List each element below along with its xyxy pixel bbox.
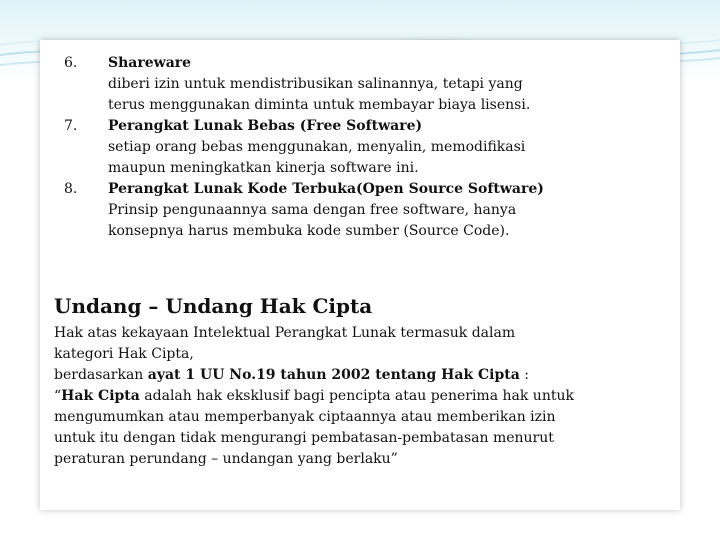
item-title: Perangkat Lunak Bebas (Free Software) <box>108 118 423 134</box>
section-paragraph <box>54 323 654 470</box>
section-heading: Undang – Undang Hak Cipta <box>54 294 373 318</box>
paragraph-line <box>54 365 654 386</box>
item-title: Perangkat Lunak Kode Terbuka(Open Source Software) <box>108 181 544 197</box>
paragraph-text: berdasarkan <box>54 367 148 383</box>
item-text-line: maupun meningkatkan kinerja software ini. <box>108 160 419 176</box>
paragraph-line: mengumumkan atau memperbanyak ciptaannya atau memberikan izin <box>54 409 556 425</box>
paragraph-line: kategori Hak Cipta, <box>54 346 194 362</box>
item-text-line: setiap orang bebas menggunakan, menyalin, memodifikasi <box>108 139 526 155</box>
item-number: 8. <box>64 181 78 197</box>
law-reference: ayat 1 UU No.19 tahun 2002 tentang Hak Cipta <box>147 367 520 383</box>
paragraph-line: Hak atas kekayaan Intelektual Perangkat Lunak termasuk dalam <box>54 325 516 341</box>
list-item <box>64 116 664 179</box>
item-text-line: Prinsip pengunaannya sama dengan free software, hanya <box>108 202 517 218</box>
item-text-line: konsepnya harus membuka kode sumber (Source Code). <box>108 223 510 239</box>
paragraph-text: adalah hak eksklusif bagi pencipta atau penerima hak untuk <box>139 388 574 404</box>
item-number: 7. <box>64 118 78 134</box>
paragraph-line: peraturan perundang – undangan yang berlaku” <box>54 451 398 467</box>
item-text-line: terus menggunakan diminta untuk membayar biaya lisensi. <box>108 97 531 113</box>
defined-term: Hak Cipta <box>61 388 140 404</box>
paragraph-text: : <box>519 367 529 383</box>
list-item <box>64 179 664 242</box>
item-title: Shareware <box>108 55 192 71</box>
paragraph-line <box>54 386 654 407</box>
numbered-list <box>64 53 664 242</box>
item-number: 6. <box>64 55 78 71</box>
item-text-line: diberi izin untuk mendistribusikan salinannya, tetapi yang <box>108 76 523 92</box>
list-item <box>64 53 664 116</box>
paragraph-text: “ <box>54 388 62 404</box>
slide-content <box>40 40 680 510</box>
paragraph-line: untuk itu dengan tidak mengurangi pembatasan-pembatasan menurut <box>54 430 554 446</box>
